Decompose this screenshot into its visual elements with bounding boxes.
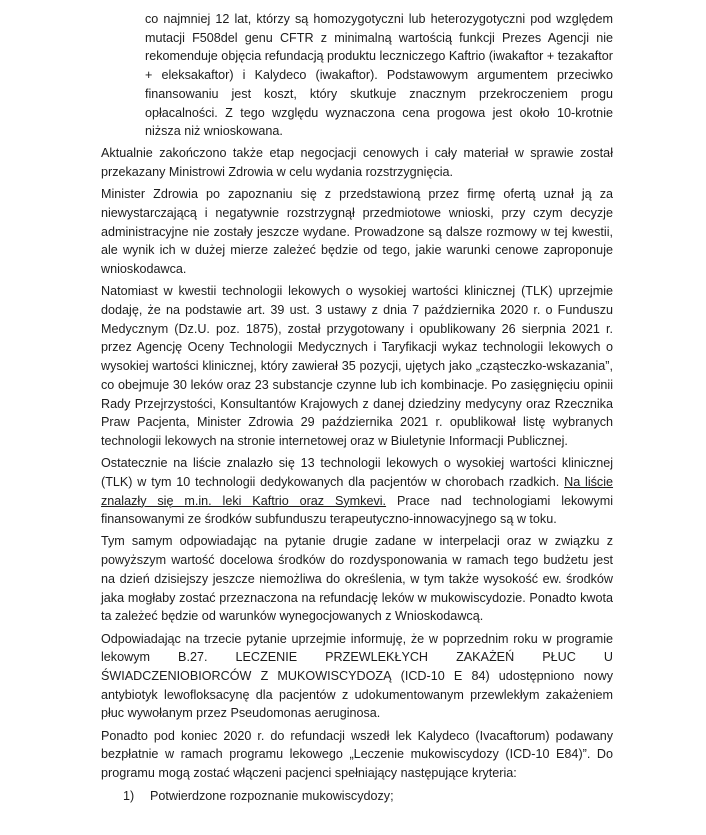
paragraph-price-negotiations: Aktualnie zakończono także etap negocjacji cenowych i cały materiał w sprawie został przekazany Ministrowi Zdrowia w celu wydania rozstrzygnięcia. bbox=[101, 146, 613, 180]
paragraph-budget-answer-question-two: Tym samym odpowiadając na pytanie drugie zadane w interpelacji oraz w związku z powyższym wartość docelowa środków do rozdysponowania w ramach tego budżetu jest na dzień dzisiejszy jeszcze niemożliwa do określenia, w tym także wysokość ew. środków jaka mogłaby zostać przeznaczona na refundację leków w mukowiscydozie. Ponadto kwota ta zależeć będzie od warunków wynegocjowanych z Wnioskodawcą. bbox=[101, 534, 613, 624]
criteria-list-item-1-text: Potwierdzone rozpoznanie mukowiscydozy; bbox=[150, 788, 394, 803]
final-tlk-list-pre-text: Ostatecznie na liście znalazło się 13 technologii lekowych o wysokiej wartości klinicznej (TLK) w tym 10 technologii dedykowanych dla pacjentów w chorobach rzadkich. bbox=[101, 456, 613, 489]
criteria-list-item-1-marker: 1) bbox=[123, 788, 135, 803]
paragraph-minister-decision: Minister Zdrowia po zapoznaniu się z przedstawioną przez firmę ofertą uznał ją za niewystarczającą i negatywnie rozstrzygnął przedmiotowe wnioski, przy czym decyzje administracyjne nie zostały jeszcze wydane. Prowadzone są dalsze rozmowy w tej kwestii, ale wynik ich w dużej mierze zależeć będzie od tego, jakie warunki cenowe zaproponuje wnioskodawca. bbox=[101, 187, 613, 277]
final-tlk-list-underlined-text: Na liście znalazły się m.in. leki Kaftrio oraz Symkevi. bbox=[101, 474, 614, 508]
criteria-list-item-1 bbox=[101, 787, 613, 806]
paragraph-continuation-agency-recommendation: co najmniej 12 lat, którzy są homozygotyczni lub heterozygotyczni pod względem mutacji F508del genu CFTR z minimalną wartością funkcji Prezes Agencji nie rekomenduje objęcia refundacją produktu leczniczego Kaftrio (iwakaftor + tezakaftor + eleksakaftor) i Kalydeco (iwakaftor). Podstawowym argumentem przeciwko finansowaniu jest koszt, który skutkuje znacznym przekroczeniem progu opłacalności. Z tego względu wyznaczona cena progowa jest około 10-krotnie niższa niż wnioskowana. bbox=[145, 12, 613, 139]
final-tlk-list-post-text: Prace nad technologiami lekowymi finansowanymi ze środków subfunduszu terapeutyczno-innowacyjnego są w toku. bbox=[101, 493, 613, 527]
paragraph-final-tlk-list bbox=[101, 454, 613, 529]
paragraph-answer-question-three-b27-program: Odpowiadając na trzecie pytanie uprzejmie informuję, że w poprzednim roku w programie lekowym B.27. LECZENIE PRZEWLEKŁYCH ZAKAŻEŃ PŁUC U ŚWIADCZENIOBIORCÓW Z MUKOWISCYDOZĄ (ICD-10 E 84) udostępniono nowy antybiotyk lewofloksacynę dla pacjentów z udokumentowanym przewlekłym zakażeniem płuc wywołanym przez Pseudomonas aeruginosa. bbox=[101, 631, 613, 721]
paragraph-tlk-medical-fund: Natomiast w kwestii technologii lekowych o wysokiej wartości klinicznej (TLK) uprzejmie dodaję, że na podstawie art. 39 ust. 3 ustawy z dnia 7 października 2020 r. o Funduszu Medycznym (Dz.U. poz. 1875), został przygotowany i opublikowany 26 sierpnia 2021 r. przez Agencję Oceny Technologii Medycznych i Taryfikacji wykaz technologii lekowych o wysokiej wartości klinicznej, który zawierał 35 pozycji, ujętych jako „cząsteczko-wskazania”, co obejmuje 30 leków oraz 23 substancje czynne lub ich kombinacje. Po zasięgnięciu opinii Rady Przejrzystości, Konsultantów Krajowych z danej dziedziny medycyny oraz Rzecznika Praw Pacjenta, Minister Zdrowia 29 października 2021 r. opublikował listę wybranych technologii lekowych na stronie internetowej oraz w Biuletynie Informacji Publicznej. bbox=[101, 284, 613, 448]
paragraph-kalydeco-reimbursement: Ponadto pod koniec 2020 r. do refundacji wszedł lek Kalydeco (Ivacaftorum) podawany bezpłatnie w ramach programu lekowego „Leczenie mukowiscydozy (ICD-10 E84)”. Do programu mogą zostać włączeni pacjenci spełniający następujące kryteria: bbox=[101, 728, 613, 780]
